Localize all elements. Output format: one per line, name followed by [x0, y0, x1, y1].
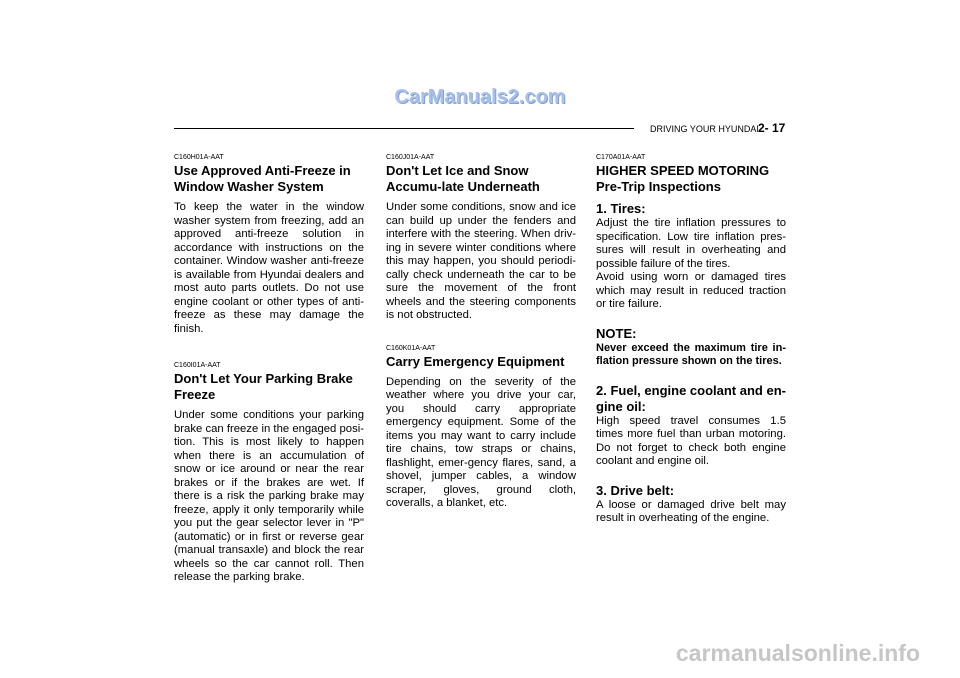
section-code: C160J01A-AAT — [386, 154, 435, 161]
subsection-body: Adjust the tire inflation pressures to specification. Low tire inflation pres-sures will result in overheating and possible failure of the tires. — [596, 217, 786, 270]
section-body: To keep the water in the window washer system from freezing, add an approved anti-freeze solution in accordance with instructions on the container. Window washer anti-freeze is available from Hyundai dealers and most auto parts outlets. Do not use engine coolant or other types of anti-freeze as these may damage the finish. — [174, 201, 364, 335]
section-title: Carry Emergency Equipment — [386, 353, 565, 369]
section-title: HIGHER SPEED MOTORING Pre-Trip Inspections — [596, 163, 770, 194]
section-body: Depending on the severity of the weather where you drive your car, you should carry appropriate emergency equipment. Some of the items you may want to carry include tire chains, tow straps or chains, flashlight, emer-gency flares, sand, a shovel, jumper cables, a window scraper, gloves, ground cloth, coveralls, a blanket, etc. — [386, 375, 576, 509]
section-title: Don't Let Ice and Snow Accumu-late Underneath — [386, 163, 540, 194]
section-title: Don't Let Your Parking Brake Freeze — [174, 371, 353, 402]
column-right — [596, 154, 786, 526]
section-code: C160I01A-AAT — [174, 362, 221, 369]
note-body: Never exceed the maximum tire in-flation pressure shown on the tires. — [596, 341, 786, 367]
section-title: Use Approved Anti-Freeze in Window Washer System — [174, 163, 351, 194]
subsection-heading: 2. Fuel, engine coolant and en-gine oil: — [596, 382, 786, 414]
column-middle — [386, 154, 576, 511]
subsection-heading: 1. Tires: — [596, 201, 646, 216]
column-left — [174, 154, 364, 585]
section-code: C160H01A-AAT — [174, 154, 224, 161]
subsection-body: High speed travel consumes 1.5 times more fuel than urban motoring. Do not forget to check both engine coolant and engine oil. — [596, 414, 786, 467]
watermark-logo: CarManuals2.com — [394, 86, 566, 108]
section-code: C170A01A-AAT — [596, 154, 646, 161]
subsection-body: Avoid using worn or damaged tires which may result in reduced traction or tire failure. — [596, 271, 786, 310]
header-section-title: DRIVING YOUR HYUNDAI — [650, 124, 759, 134]
page-number: 2- 17 — [758, 121, 786, 135]
subsection-heading: 3. Drive belt: — [596, 482, 675, 498]
section-body: Under some conditions, snow and ice can build up under the fenders and interfere with the steering. When driv-ing in severe winter conditions where this may happen, you should periodi-cally check underneath the car to be sure the movement of the front wheels and the steering components is not obstructed. — [386, 201, 576, 321]
section-body: Under some conditions your parking brake can freeze in the engaged posi-tion. This is most likely to happen when there is an accumulation of snow or ice around or near the rear brakes or if the brakes are wet. If there is a risk the parking brake may freeze, apply it only temporarily while you put the gear selector lever in "P" (automatic) or in first or reverse gear (manual transaxle) and block the rear wheels so the car cannot roll. Then release the parking brake. — [174, 409, 364, 583]
watermark-footer: carmanualsonline.info — [675, 640, 920, 666]
header-rule — [174, 128, 634, 129]
section-code: C160K01A-AAT — [386, 344, 436, 352]
subsection-body: A loose or damaged drive belt may result in overheating of the engine. — [596, 498, 786, 524]
note-heading: NOTE: — [596, 325, 637, 341]
